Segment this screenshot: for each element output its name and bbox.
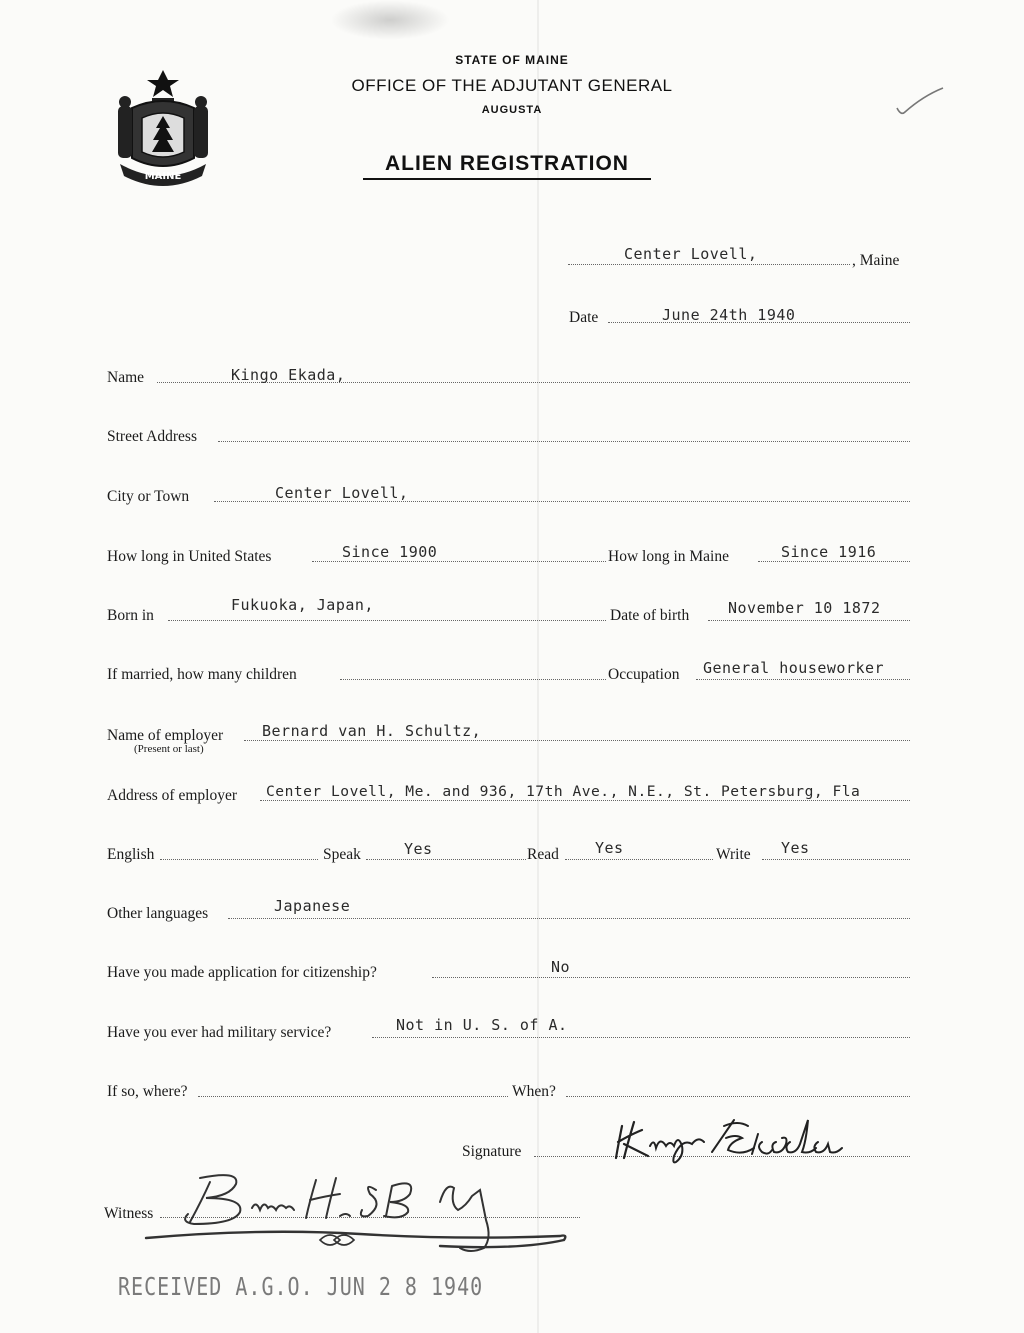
maine-duration-label: How long in Maine (608, 548, 729, 565)
city-value: Center Lovell, (275, 484, 409, 502)
place-line (568, 264, 850, 265)
military-line (372, 1037, 910, 1038)
other-languages-value: Japanese (274, 897, 351, 915)
speak-value: Yes (404, 840, 433, 858)
military-value: Not in U. S. of A. (396, 1016, 568, 1034)
other-languages-label: Other languages (107, 905, 209, 922)
office-heading: OFFICE OF THE ADJUTANT GENERAL (351, 76, 673, 95)
applicant-signature (612, 1112, 862, 1166)
occupation-value: General houseworker (703, 659, 885, 677)
employer-label: Name of employer (107, 727, 224, 744)
date-value: June 24th 1940 (662, 306, 796, 324)
received-stamp: RECEIVED A.G.O. JUN 2 8 1940 (118, 1271, 484, 1301)
name-label: Name (107, 369, 145, 386)
city-label: City or Town (107, 488, 190, 505)
dob-label: Date of birth (610, 607, 690, 624)
place-state-label: , Maine (852, 252, 900, 269)
us-duration-value: Since 1900 (342, 543, 438, 561)
place-town-value: Center Lovell, (624, 245, 758, 263)
dob-value: November 10 1872 (728, 599, 881, 617)
witness-signature (140, 1160, 580, 1260)
occupation-label: Occupation (608, 666, 680, 683)
ink-smudge (330, 0, 450, 40)
name-value: Kingo Ekada, (231, 366, 346, 384)
maine-duration-line (758, 561, 910, 562)
state-heading: STATE OF MAINE (455, 53, 569, 67)
born-label: Born in (107, 607, 154, 624)
seal-text: MAINE (144, 171, 182, 182)
employer-sublabel: (Present or last) (134, 743, 204, 755)
citizenship-line (432, 977, 910, 978)
date-label: Date (569, 309, 599, 326)
employer-value: Bernard van H. Schultz, (262, 722, 482, 740)
maine-duration-value: Since 1916 (781, 543, 877, 561)
read-line (565, 859, 713, 860)
children-label: If married, how many children (107, 666, 297, 683)
form-title: ALIEN REGISTRATION (363, 152, 651, 180)
where-line (198, 1096, 508, 1097)
occupation-line (696, 679, 910, 680)
english-label: English (107, 846, 155, 863)
where-label: If so, where? (107, 1083, 188, 1100)
city-heading: AUGUSTA (481, 104, 543, 116)
employer-address-value: Center Lovell, Me. and 936, 17th Ave., N.E., St. Petersburg, Fla (266, 783, 861, 800)
when-line (566, 1096, 910, 1097)
street-line (218, 441, 910, 442)
read-value: Yes (595, 839, 624, 857)
born-value: Fukuoka, Japan, (231, 596, 374, 614)
write-line (762, 859, 910, 860)
signature-label: Signature (462, 1143, 522, 1160)
military-label: Have you ever had military service? (107, 1024, 332, 1041)
employer-address-label: Address of employer (107, 787, 237, 804)
other-languages-line (228, 918, 910, 919)
witness-label: Witness (104, 1205, 154, 1222)
employer-address-line (260, 800, 910, 801)
when-label: When? (512, 1083, 556, 1100)
speak-label: Speak (323, 846, 361, 863)
english-line (160, 859, 318, 860)
dob-line (708, 620, 910, 621)
write-label: Write (716, 846, 751, 863)
speak-line (366, 859, 526, 860)
us-duration-line (312, 561, 606, 562)
citizenship-label: Have you made application for citizenship? (107, 964, 377, 981)
employer-line (244, 740, 910, 741)
us-duration-label: How long in United States (107, 548, 272, 565)
read-label: Read (527, 846, 559, 863)
children-line (340, 679, 606, 680)
citizenship-value: No (551, 958, 571, 976)
street-label: Street Address (107, 428, 197, 445)
page-fold (537, 0, 539, 1333)
born-line (168, 620, 606, 621)
write-value: Yes (781, 839, 810, 857)
